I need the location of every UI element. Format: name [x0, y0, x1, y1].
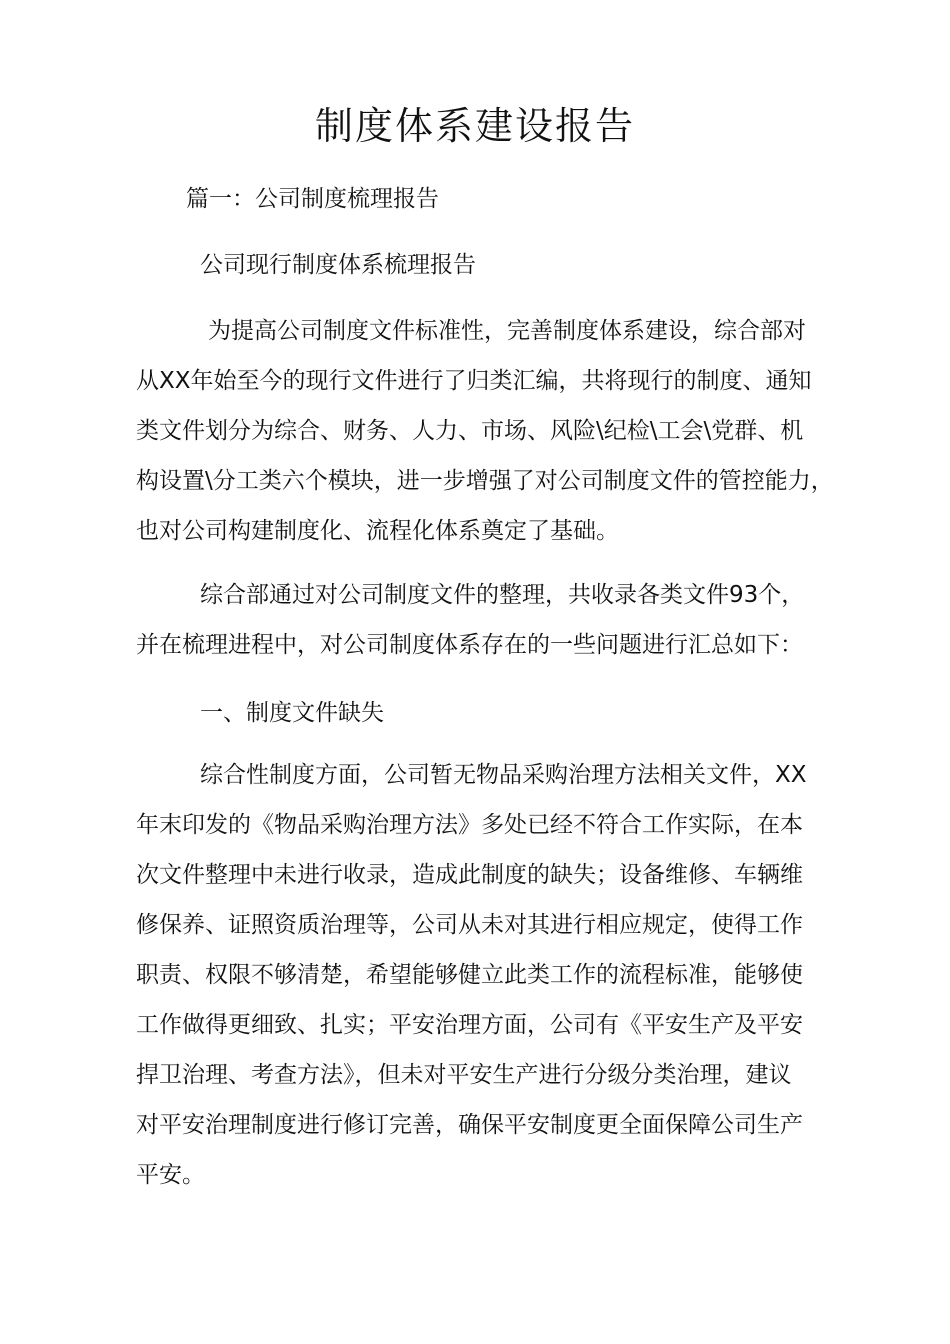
paragraph-line: 构设置\分工类六个模块，进一步增强了对公司制度文件的管控能力，: [136, 468, 834, 494]
paragraph-line: 职责、权限不够清楚，希望能够健立此类工作的流程标准，能够使: [136, 962, 803, 988]
paragraph-2: [136, 570, 836, 670]
paragraph-line: 次文件整理中未进行收录，造成此制度的缺失；设备维修、车辆维: [136, 862, 803, 888]
paragraph-line: 综合性制度方面，公司暂无物品采购治理方法相关文件，XX: [200, 762, 807, 788]
document-title: 制度体系建设报告: [314, 104, 635, 148]
section-heading: 一、制度文件缺失: [200, 700, 384, 726]
paragraph-1: [136, 306, 836, 556]
paragraph-line: 修保养、证照资质治理等，公司从未对其进行相应规定，使得工作: [136, 912, 803, 938]
paragraph-line: 也对公司构建制度化、流程化体系奠定了基础。: [136, 518, 619, 544]
paragraph-line: 从XX年始至今的现行文件进行了归类汇编，共将现行的制度、通知: [136, 368, 812, 394]
paragraph-3: [136, 750, 836, 1200]
part-heading: 篇一：公司制度梳理报告: [186, 186, 439, 212]
paragraph-line: 平安。: [136, 1162, 205, 1188]
paragraph-line: 为提高公司制度文件标准性，完善制度体系建设，综合部对: [208, 318, 806, 344]
paragraph-line: 并在梳理进程中，对公司制度体系存在的一些问题进行汇总如下：: [136, 632, 803, 658]
paragraph-line: 综合部通过对公司制度文件的整理，共收录各类文件93个，: [200, 582, 805, 608]
paragraph-line: 对平安治理制度进行修订完善，确保平安制度更全面保障公司生产: [136, 1112, 803, 1138]
paragraph-line: 年末印发的《物品采购治理方法》多处已经不符合工作实际，在本: [136, 812, 803, 838]
paragraph-line: 捍卫治理、考查方法》，但未对平安生产进行分级分类治理，建议: [136, 1062, 792, 1088]
paragraph-line: 类文件划分为综合、财务、人力、市场、风险\纪检\工会\党群、机: [136, 418, 804, 444]
paragraph-line: 工作做得更细致、扎实；平安治理方面，公司有《平安生产及平安: [136, 1012, 803, 1038]
sub-heading: 公司现行制度体系梳理报告: [200, 252, 476, 278]
